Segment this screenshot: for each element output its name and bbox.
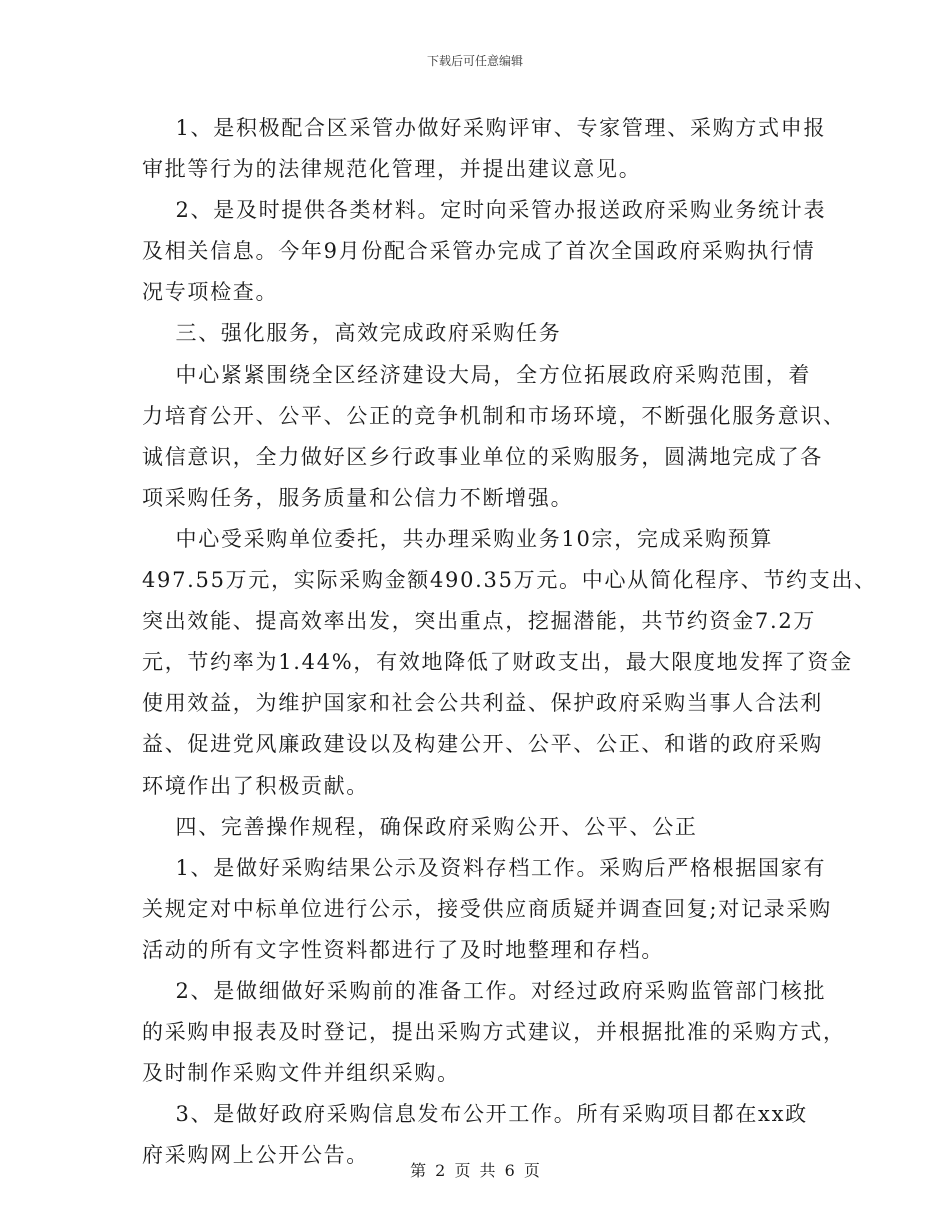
body-line: 益、促进党风廉政建设以及构建公开、公平、公正、和谐的政府采购	[142, 732, 823, 757]
body-line: 环境作出了积极贡献。	[142, 773, 369, 798]
body-line: 审批等行为的法律规范化管理，并提出建议意见。	[142, 157, 642, 182]
body-line: 项采购任务，服务质量和公信力不断增强。	[142, 485, 574, 510]
body-line: 497.55万元，实际采购金额490.35万元。中心从简化程序、节约支出、	[142, 568, 877, 593]
page-number: 第 2 页 共 6 页	[410, 1161, 540, 1180]
body-line: 的采购申报表及时登记，提出采购方式建议，并根据批准的采购方式，	[142, 1020, 846, 1045]
body-line: 元，节约率为1.44%，有效地降低了财政支出，最大限度地发挥了资金	[142, 650, 853, 675]
body-line: 使用效益，为维护国家和社会公共利益、保护政府采购当事人合法利	[142, 691, 823, 716]
body-line: 1、是做好采购结果公示及资料存档工作。采购后严格根据国家有	[142, 855, 827, 880]
body-line: 及时制作采购文件并组织采购。	[142, 1061, 460, 1086]
body-line: 关规定对中标单位进行公示，接受供应商质疑并调查回复;对记录采购	[142, 896, 832, 921]
document-body	[142, 108, 877, 1176]
body-line: 中心受采购单位委托，共办理采购业务10宗，完成采购预算	[142, 526, 774, 551]
page-header: 下载后可任意编辑	[426, 54, 523, 68]
body-line: 2、是做细做好采购前的准备工作。对经过政府采购监管部门核批	[142, 978, 827, 1003]
section-heading: 四、完善操作规程，确保政府采购公开、公平、公正	[142, 814, 698, 839]
body-line: 诚信意识，全力做好区乡行政事业单位的采购服务，圆满地完成了各	[142, 444, 823, 469]
body-line: 及相关信息。今年9月份配合采管办完成了首次全国政府采购执行情	[142, 239, 816, 264]
body-line: 3、是做好政府采购信息发布公开工作。所有采购项目都在xx政	[142, 1102, 808, 1127]
body-line: 府采购网上公开公告。	[142, 1143, 369, 1168]
body-line: 力培育公开、公平、公正的竞争机制和市场环境，不断强化服务意识、	[142, 403, 846, 428]
body-line: 中心紧紧围绕全区经济建设大局，全方位拓展政府采购范围，着	[142, 362, 812, 387]
section-heading: 三、强化服务，高效完成政府采购任务	[142, 321, 562, 346]
body-line: 1、是积极配合区采管办做好采购评审、专家管理、采购方式申报	[142, 116, 827, 140]
body-line: 突出效能、提高效率出发，突出重点，挖掘潜能，共节约资金7.2万	[142, 609, 817, 634]
body-line: 2、是及时提供各类材料。定时向采管办报送政府采购业务统计表	[142, 198, 827, 223]
body-line: 活动的所有文字性资料都进行了及时地整理和存档。	[142, 937, 665, 962]
body-line: 况专项检查。	[142, 280, 279, 305]
